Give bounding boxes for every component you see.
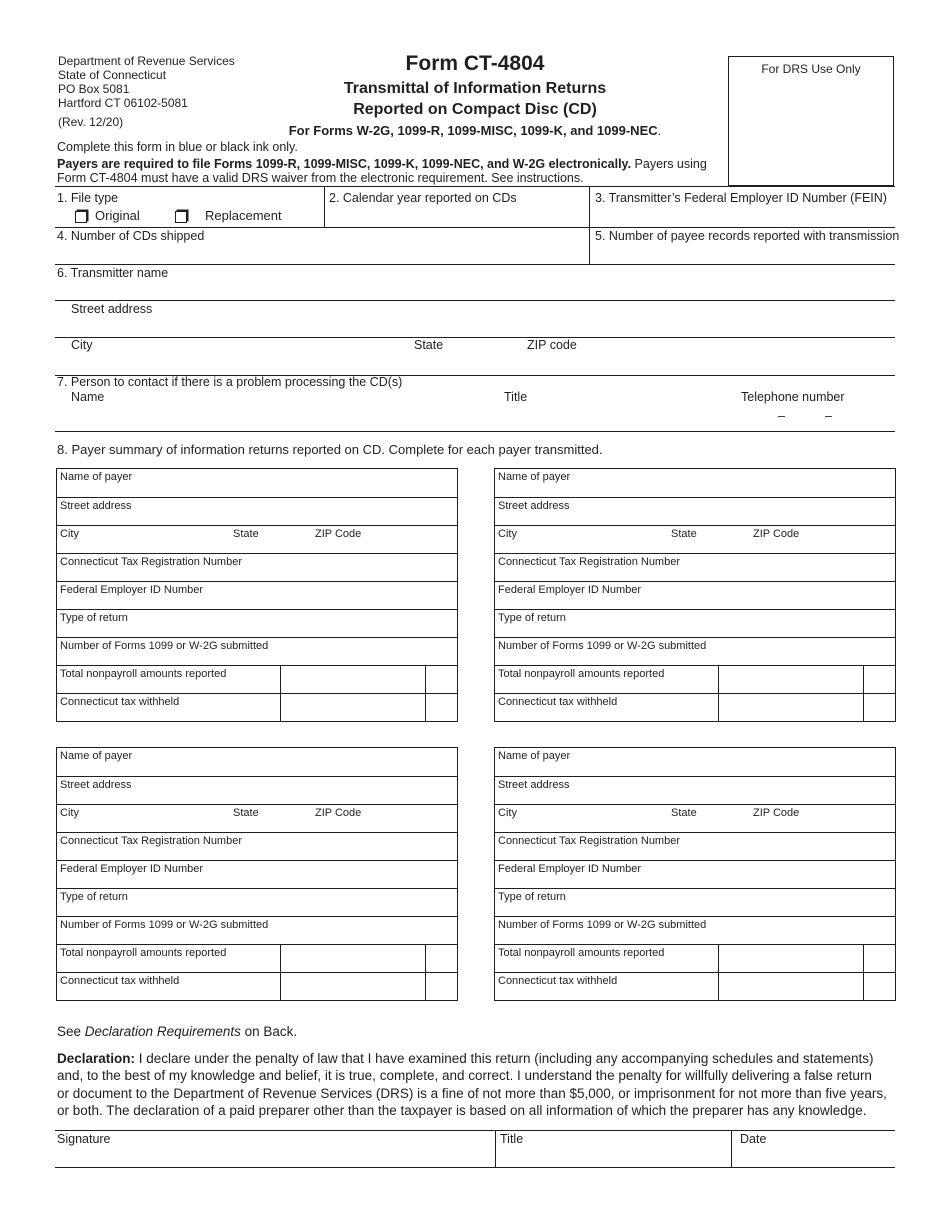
- dept-line: Department of Revenue Services: [58, 54, 235, 68]
- payer-field-label: Connecticut Tax Registration Number: [498, 835, 680, 847]
- payer-field-label: Name of payer: [60, 471, 133, 483]
- electronic-requirement-rest: Payers using: [631, 157, 707, 171]
- payer-fein-field[interactable]: [57, 860, 457, 888]
- amount-cell-divider: [718, 945, 719, 972]
- payer-state-label: State: [671, 807, 697, 819]
- ct-tax-withheld-field[interactable]: [57, 972, 457, 1000]
- original-option[interactable]: [75, 208, 140, 223]
- payer-field-label: City: [60, 807, 79, 819]
- signature-date-field[interactable]: Date: [740, 1132, 767, 1146]
- divider: [55, 431, 895, 432]
- form-subtitle-2: Reported on Compact Disc (CD): [353, 101, 597, 118]
- payer-field-label: Name of payer: [498, 471, 571, 483]
- street-address-field[interactable]: Street address: [71, 302, 153, 316]
- payer-field-label: City: [498, 807, 517, 819]
- amount-cell-divider: [280, 666, 281, 693]
- payer-city-row[interactable]: [57, 804, 457, 832]
- payer-street-field[interactable]: [57, 776, 457, 804]
- declaration-line: or document to the Department of Revenue Services (DRS) is a fine of not more than $5,000, or imprisonment for not more than five years,: [57, 1085, 887, 1101]
- payer-field-label: Total nonpayroll amounts reported: [498, 947, 665, 959]
- replacement-option[interactable]: [175, 208, 282, 223]
- payer-field-label: Federal Employer ID Number: [498, 863, 642, 875]
- revision-date: (Rev. 12/20): [58, 115, 124, 129]
- payer-name-field[interactable]: [57, 469, 457, 497]
- cents-cell-divider: [863, 945, 864, 972]
- cents-cell-divider: [863, 973, 864, 1000]
- divider: [324, 186, 325, 227]
- payer-field-label: Connecticut tax withheld: [498, 975, 618, 987]
- signature-title-field[interactable]: Title: [500, 1132, 524, 1146]
- cents-cell-divider: [425, 666, 426, 693]
- num-payee-records-field[interactable]: 5. Number of payee records reported with transmission: [595, 229, 900, 243]
- payer-field-label: Connecticut tax withheld: [60, 696, 180, 708]
- amount-cell-divider: [280, 945, 281, 972]
- payer-field-label: Connecticut Tax Registration Number: [498, 556, 680, 568]
- amount-cell-divider: [718, 694, 719, 721]
- payer-field-label: Street address: [60, 500, 132, 512]
- payer-field-label: Type of return: [498, 891, 566, 903]
- ct-tax-withheld-field[interactable]: [495, 693, 895, 721]
- declaration-line: and, to the best of my knowledge and belief, it is true, complete, and correct. I understand the penalty for willfully delivering a false return: [57, 1068, 872, 1084]
- signature-field[interactable]: Signature: [57, 1132, 111, 1146]
- amount-cell-divider: [280, 973, 281, 1000]
- see-suffix: on Back.: [240, 1024, 298, 1039]
- nonpayroll-amount-field[interactable]: [495, 944, 895, 972]
- drs-use-only-label: For DRS Use Only: [761, 62, 861, 76]
- ct-tax-registration-field[interactable]: [495, 553, 895, 581]
- payer-summary-heading: 8. Payer summary of information returns reported on CD. Complete for each payer transmitted.: [57, 442, 603, 457]
- dept-line: State of Connecticut: [58, 68, 167, 82]
- payer-city-row[interactable]: [495, 525, 895, 553]
- city-field[interactable]: City: [71, 338, 93, 352]
- payer-field-label: Street address: [498, 500, 570, 512]
- nonpayroll-amount-field[interactable]: [57, 944, 457, 972]
- forms-submitted-count-field[interactable]: [57, 637, 457, 665]
- payer-fein-field[interactable]: [495, 860, 895, 888]
- payer-name-field[interactable]: [495, 469, 895, 497]
- divider: [55, 227, 895, 228]
- declaration-requirements-link: Declaration Requirements: [84, 1024, 241, 1039]
- amount-cell-divider: [718, 973, 719, 1000]
- payer-state-label: State: [233, 807, 259, 819]
- payer-field-label: Number of Forms 1099 or W-2G submitted: [498, 919, 707, 931]
- divider: [55, 1167, 895, 1168]
- payer-field-label: City: [60, 528, 79, 540]
- type-of-return-field[interactable]: [495, 888, 895, 916]
- payer-name-field[interactable]: [57, 748, 457, 776]
- payer-box: [56, 747, 458, 1001]
- payer-field-label: Street address: [498, 779, 570, 791]
- forms-submitted-count-field[interactable]: [57, 916, 457, 944]
- payer-field-label: Type of return: [60, 891, 128, 903]
- cents-cell-divider: [863, 694, 864, 721]
- divider: [55, 264, 895, 265]
- payer-field-label: Number of Forms 1099 or W-2G submitted: [60, 919, 269, 931]
- cents-cell-divider: [425, 945, 426, 972]
- dept-address: [58, 54, 235, 110]
- payer-box: [56, 468, 458, 722]
- see-prefix: See: [57, 1024, 85, 1039]
- state-field[interactable]: State: [414, 338, 444, 352]
- electronic-requirement-bold: Payers are required to file Forms 1099-R, 1099-MISC, 1099-K, 1099-NEC, and W-2G electronically.: [57, 157, 632, 171]
- nonpayroll-amount-field[interactable]: [495, 665, 895, 693]
- dept-line: Hartford CT 06102-5081: [58, 96, 188, 110]
- payer-field-label: Federal Employer ID Number: [498, 584, 642, 596]
- payer-street-field[interactable]: [57, 497, 457, 525]
- payer-street-field[interactable]: [495, 776, 895, 804]
- payer-field-label: Total nonpayroll amounts reported: [60, 947, 227, 959]
- payer-field-label: Connecticut Tax Registration Number: [60, 835, 242, 847]
- file-type-label: 1. File type: [57, 191, 119, 205]
- ct-tax-withheld-field[interactable]: [495, 972, 895, 1000]
- num-cds-field[interactable]: 4. Number of CDs shipped: [57, 229, 205, 243]
- payer-field-label: Total nonpayroll amounts reported: [498, 668, 665, 680]
- contact-person-label: 7. Person to contact if there is a problem processing the CD(s): [57, 375, 403, 389]
- divider: [55, 1130, 895, 1131]
- payer-field-label: Federal Employer ID Number: [60, 584, 204, 596]
- electronic-requirement: [57, 157, 707, 171]
- form-subtitle-1: Transmittal of Information Returns: [343, 80, 607, 97]
- divider: [55, 186, 895, 187]
- payer-city-row[interactable]: [57, 525, 457, 553]
- payer-field-label: Federal Employer ID Number: [60, 863, 204, 875]
- contact-title-field[interactable]: Title: [504, 390, 528, 404]
- amount-cell-divider: [280, 694, 281, 721]
- contact-name-field[interactable]: Name: [71, 390, 105, 404]
- payer-field-label: Connecticut Tax Registration Number: [60, 556, 242, 568]
- type-of-return-field[interactable]: [495, 609, 895, 637]
- original-label: Original: [95, 208, 140, 223]
- type-of-return-field[interactable]: [57, 888, 457, 916]
- payer-fein-field[interactable]: [495, 581, 895, 609]
- phone-dash: –: [778, 409, 785, 423]
- payer-field-label: Name of payer: [498, 750, 571, 762]
- cents-cell-divider: [863, 666, 864, 693]
- form-title: Form CT-4804: [405, 52, 545, 75]
- payer-city-row[interactable]: [495, 804, 895, 832]
- payer-zip-label: ZIP Code: [315, 528, 362, 540]
- forms-submitted-count-field[interactable]: [495, 637, 895, 665]
- payer-state-label: State: [671, 528, 697, 540]
- replacement-label: Replacement: [205, 208, 282, 223]
- type-of-return-field[interactable]: [57, 609, 457, 637]
- declaration-line: or both. The declaration of a paid preparer other than the taxpayer is based on all information of which the preparer has any knowledge.: [57, 1102, 867, 1118]
- payer-zip-label: ZIP Code: [315, 807, 362, 819]
- zip-code-field[interactable]: ZIP code: [527, 338, 577, 352]
- payer-field-label: Total nonpayroll amounts reported: [60, 668, 227, 680]
- payer-name-field[interactable]: [495, 748, 895, 776]
- telephone-number-field[interactable]: Telephone number: [741, 390, 845, 404]
- payer-field-label: Name of payer: [60, 750, 133, 762]
- ink-instruction: Complete this form in blue or black ink only.: [57, 140, 298, 154]
- divider: [55, 300, 895, 301]
- ct-tax-registration-field[interactable]: [57, 832, 457, 860]
- payer-field-label: Street address: [60, 779, 132, 791]
- ct-tax-withheld-field[interactable]: [57, 693, 457, 721]
- cents-cell-divider: [425, 973, 426, 1000]
- transmitter-name-field[interactable]: 6. Transmitter name: [57, 266, 169, 280]
- payer-box: [494, 747, 896, 1001]
- replacement-checkbox[interactable]: [175, 211, 187, 223]
- payer-street-field[interactable]: [495, 497, 895, 525]
- payer-field-label: Type of return: [498, 612, 566, 624]
- forms-submitted-count-field[interactable]: [495, 916, 895, 944]
- payer-field-label: Number of Forms 1099 or W-2G submitted: [498, 640, 707, 652]
- fein-field[interactable]: 3. Transmitter’s Federal Employer ID Number (FEIN): [595, 191, 887, 205]
- payer-zip-label: ZIP Code: [753, 807, 800, 819]
- ct-tax-registration-field[interactable]: [57, 553, 457, 581]
- forms-line-text: For Forms W-2G, 1099-R, 1099-MISC, 1099-K, and 1099-NEC: [288, 123, 658, 138]
- waiver-note: Form CT-4804 must have a valid DRS waiver from the electronic requirement. See instructions.: [57, 171, 584, 185]
- amount-cell-divider: [718, 666, 719, 693]
- payer-field-label: Connecticut tax withheld: [60, 975, 180, 987]
- divider: [589, 186, 590, 264]
- original-checkbox[interactable]: [75, 211, 87, 223]
- nonpayroll-amount-field[interactable]: [57, 665, 457, 693]
- divider: [55, 337, 895, 338]
- payer-field-label: City: [498, 528, 517, 540]
- declaration-requirements-note: [57, 1024, 297, 1039]
- forms-line: For Forms W-2G, 1099-R, 1099-MISC, 1099-K, and 1099-NEC.: [288, 123, 662, 138]
- phone-dash: –: [825, 409, 832, 423]
- payer-box: [494, 468, 896, 722]
- payer-state-label: State: [233, 528, 259, 540]
- payer-field-label: Type of return: [60, 612, 128, 624]
- declaration-text: [57, 1050, 887, 1119]
- divider: [731, 1130, 732, 1167]
- declaration-line: [57, 1050, 887, 1067]
- calendar-year-field[interactable]: 2. Calendar year reported on CDs: [329, 191, 517, 205]
- divider: [495, 1130, 496, 1167]
- dept-line: PO Box 5081: [58, 82, 130, 96]
- payer-zip-label: ZIP Code: [753, 528, 800, 540]
- payer-field-label: Connecticut tax withheld: [498, 696, 618, 708]
- cents-cell-divider: [425, 694, 426, 721]
- payer-field-label: Number of Forms 1099 or W-2G submitted: [60, 640, 269, 652]
- declaration-bold: Declaration:: [57, 1051, 136, 1066]
- drs-use-only-box: [728, 56, 894, 186]
- ct-tax-registration-field[interactable]: [495, 832, 895, 860]
- declaration-line-1: I declare under the penalty of law that I have examined this return (including any accompanying schedules and statements): [135, 1051, 874, 1066]
- payer-fein-field[interactable]: [57, 581, 457, 609]
